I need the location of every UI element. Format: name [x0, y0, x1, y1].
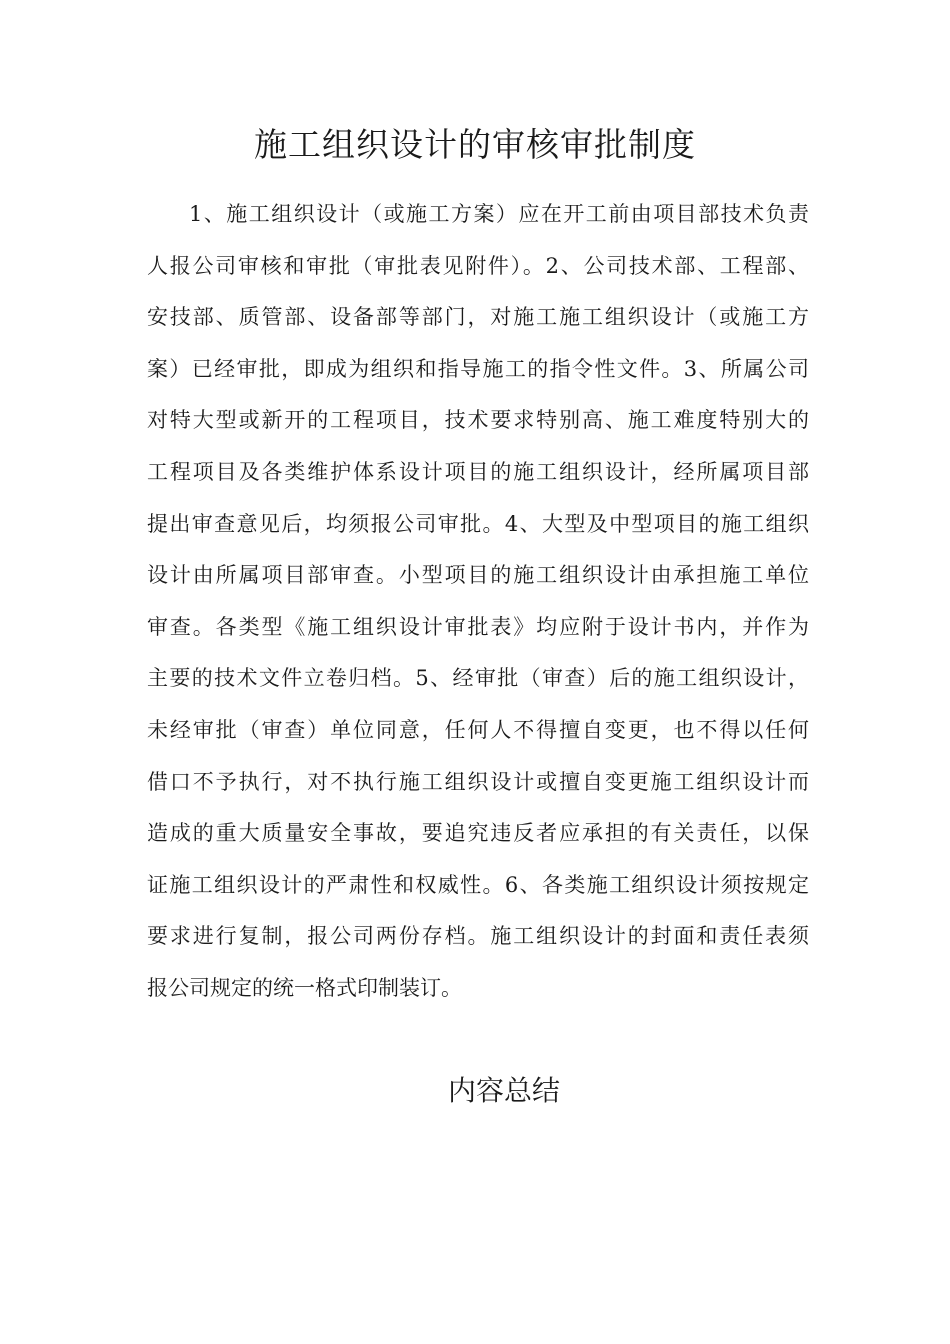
body-line: 借口不予执行，对不执行施工组织设计或擅自变更施工组织设计而 [147, 769, 809, 794]
body-line: 对特大型或新开的工程项目，技术要求特别高、施工难度特别大的 [147, 408, 809, 433]
body-line: 未经审批（审查）单位同意，任何人不得擅自变更，也不得以任何 [147, 717, 809, 742]
body-line: 造成的重大质量安全事故，要追究违反者应承担的有关责任，以保 [147, 821, 809, 846]
body-line: 主要的技术文件立卷归档。5、经审批（审查）后的施工组织设计， [147, 666, 809, 691]
body-line: 证施工组织设计的严肃性和权威性。6、各类施工组织设计须按规定 [147, 872, 809, 897]
summary-heading: 内容总结 [447, 1074, 560, 1107]
body-line: 要求进行复制，报公司两份存档。施工组织设计的封面和责任表须 [147, 924, 809, 949]
body-line: 1、施工组织设计（或施工方案）应在开工前由项目部技术负责 [189, 202, 809, 226]
body-line: 审查。各类型《施工组织设计审批表》均应附于设计书内，并作为 [147, 614, 809, 639]
document-body [147, 194, 809, 1020]
body-line: 设计由所属项目部审查。小型项目的施工组织设计由承担施工单位 [147, 563, 809, 588]
body-line: 提出审查意见后，均须报公司审批。4、大型及中型项目的施工组织 [147, 511, 809, 536]
body-line: 人报公司审核和审批（审批表见附件）。2、公司技术部、工程部、 [147, 253, 809, 278]
body-line: 安技部、质管部、设备部等部门，对施工施工组织设计（或施工方 [147, 305, 809, 330]
body-line: 案）已经审批，即成为组织和指导施工的指令性文件。3、所属公司 [147, 356, 809, 381]
body-line: 报公司规定的统一格式印制装订。 [147, 975, 462, 1000]
document-title: 施工组织设计的审核审批制度 [254, 125, 696, 164]
body-line: 工程项目及各类维护体系设计项目的施工组织设计，经所属项目部 [147, 459, 809, 484]
